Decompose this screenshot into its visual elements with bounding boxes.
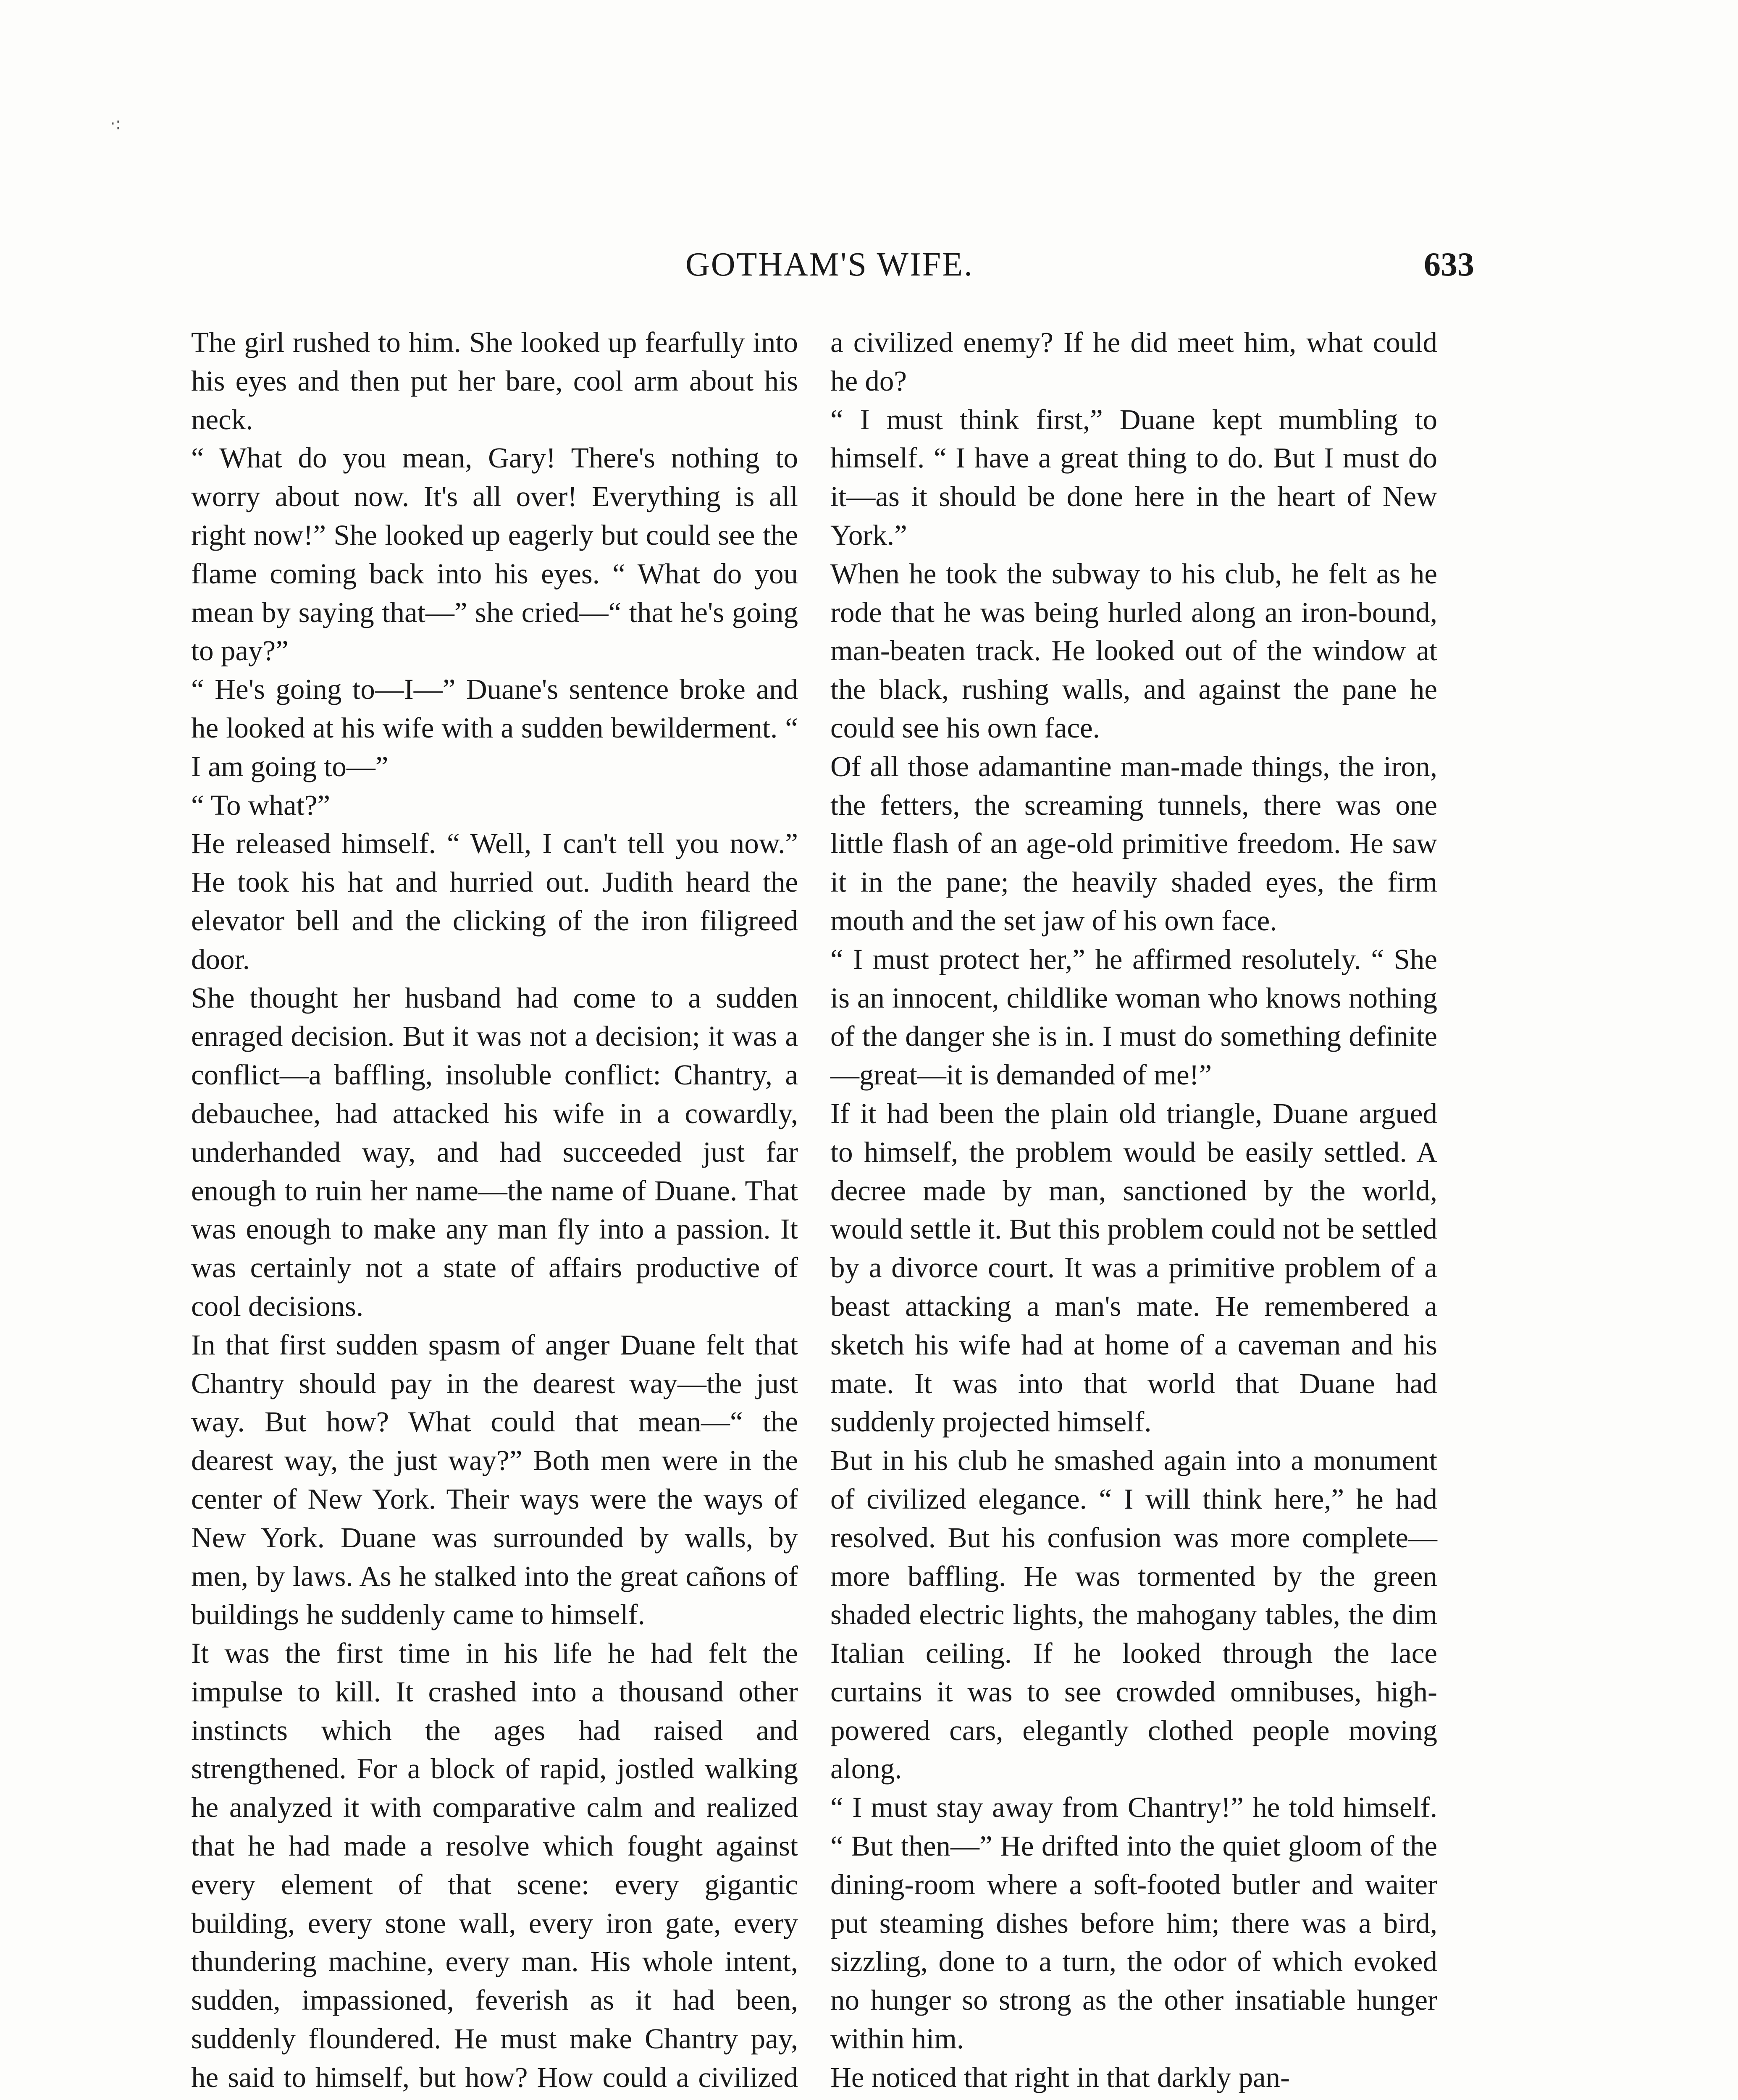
- running-head: [185, 246, 1474, 292]
- paragraph: “ I must protect her,” he affirmed resolutely. “ She is an innocent, childlike woman who knows nothing of the danger she is in. I must do something definite—great—it is demanded of me!”: [830, 943, 1437, 1091]
- paragraph: When he took the subway to his club, he felt as he rode that he was being hurled along an iron-bound, man-beaten track. He looked out of the window at the black, rushing walls, and against the pane he could see his own face.: [830, 557, 1437, 744]
- paragraph: “ To what?”: [191, 789, 331, 821]
- scan-speck: ·:: [110, 114, 121, 134]
- paragraph: In that first sudden spasm of anger Duane felt that Chantry should pay in the dearest way—the just way. But how? What could that mean—“ the dearest way, the just way?” Both men were in the center of New York. Their ways were the ways of New York. Duane was surrounded by walls, by men, by laws. As he stalked into the great cañons of buildings he suddenly came to himself.: [191, 1328, 798, 1631]
- page-number: 633: [1424, 246, 1474, 283]
- right-column: [830, 323, 1437, 2097]
- paragraph: He noticed that right in that darkly pan-: [830, 2061, 1290, 2093]
- paragraph: She thought her husband had come to a sudden enraged decision. But it was not a decision; it was a conflict—a baffling, insoluble conflict: Chantry, a debauchee, had attacked his wife in a cowardly, underhanded way, and had succeeded just far enough to ruin her name—the name of Duane. That was enough to make any man fly into a passion. It was certainly not a state of affairs productive of cool decisions.: [191, 982, 798, 1322]
- paragraph: “ I must stay away from Chantry!” he told himself. “ But then—” He drifted into the quiet gloom of the dining-room where a soft-footed butler and waiter put steaming dishes before him; there was a bird, sizzling, done to a turn, the odor of which evoked no hunger so strong as the other insatiable hunger within him.: [830, 1791, 1437, 2055]
- running-title: GOTHAM'S WIFE.: [685, 246, 974, 283]
- paragraph: a civilized enemy? If he did meet him, what could he do?: [830, 326, 1437, 397]
- paragraph: “ I must think first,” Duane kept mumbling to himself. “ I have a great thing to do. But I must do it—as it should be done here in the heart of New York.”: [830, 403, 1437, 551]
- paragraph: “ He's going to—I—” Duane's sentence broke and he looked at his wife with a sudden bewilderment. “ I am going to—”: [191, 673, 798, 782]
- paragraph: Of all those adamantine man-made things, the iron, the fetters, the screaming tunnels, there was one little flash of an age-old primitive freedom. He saw it in the pane; the heavily shaded eyes, the firm mouth and the set jaw of his own face.: [830, 750, 1437, 937]
- paragraph: If it had been the plain old triangle, Duane argued to himself, the problem would be easily settled. A decree made by man, sanctioned by the world, would settle it. But this problem could not be settled by a divorce court. It was a primitive problem of a beast attacking a man's mate. He remembered a sketch his wife had at home of a caveman and his mate. It was into that world that Duane had suddenly projected himself.: [830, 1097, 1437, 1438]
- paragraph: He released himself. “ Well, I can't tell you now.” He took his hat and hurried out. Judith heard the elevator bell and the clicking of the iron filigreed door.: [191, 827, 798, 975]
- paragraph: “ What do you mean, Gary! There's nothing to worry about now. It's all over! Everything is all right now!” She looked up eagerly but could see the flame coming back into his eyes. “ What do you mean by saying that—” she cried—“ that he's going to pay?”: [191, 442, 798, 667]
- paragraph: The girl rushed to him. She looked up fearfully into his eyes and then put her bare, cool arm about his neck.: [191, 326, 798, 436]
- paragraph: But in his club he smashed again into a monument of civilized elegance. “ I will think here,” he had resolved. But his confusion was more complete—more baffling. He was tormented by the green shaded electric lights, the mahogany tables, the dim Italian ceiling. If he looked through the lace curtains it was to see crowded omnibuses, high-powered cars, elegantly clothed people moving along.: [830, 1444, 1437, 1785]
- paragraph: It was the first time in his life he had felt the impulse to kill. It crashed into a thousand other instincts which the ages had raised and strengthened. For a block of rapid, jostled walking he analyzed it with comparative calm and realized that he had made a resolve which fought against every element of that scene: every gigantic building, every stone wall, every iron gate, every thundering machine, every man. His whole intent, sudden, impassioned, feverish as it had been, suddenly floundered. He must make Chantry pay, he said to himself, but how? How could a civilized: [191, 1637, 798, 2093]
- left-column: [191, 323, 798, 2100]
